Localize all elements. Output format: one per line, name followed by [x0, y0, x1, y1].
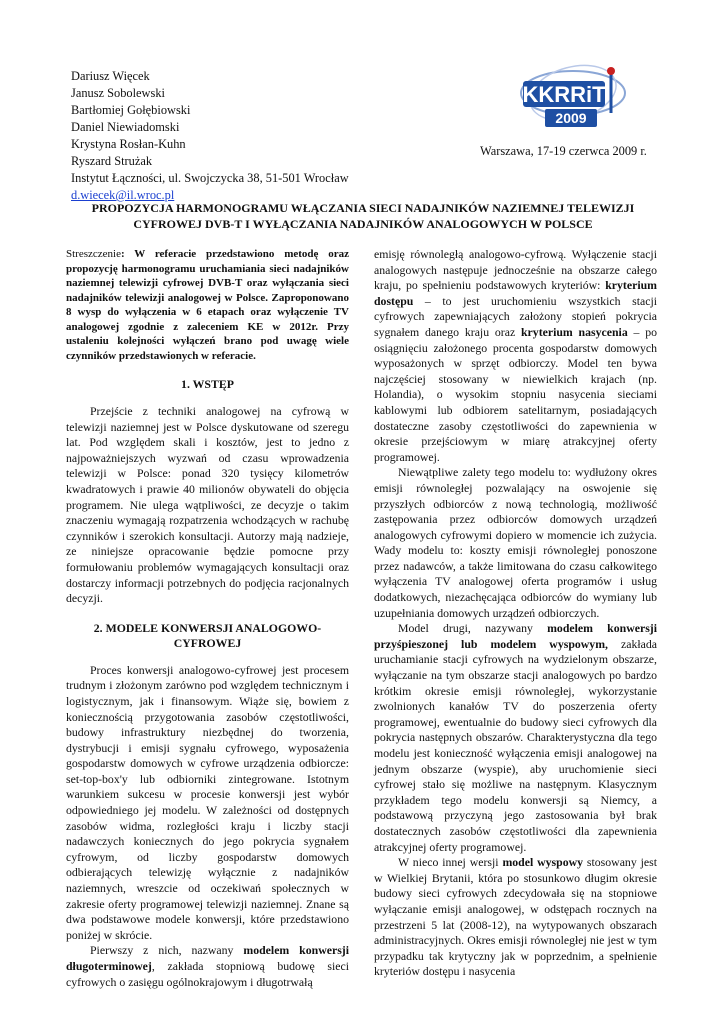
- author-name: Janusz Sobolewski: [71, 86, 165, 100]
- author-name: Ryszard Strużak: [71, 154, 153, 168]
- svg-text:KKRRiT: KKRRiT: [522, 82, 606, 107]
- left-column: [66, 247, 349, 990]
- conversion-paragraph: Proces konwersji analogowo-cyfrowej jest procesem trudnym i złożonym zarówno pod względem technicznym i logistycznym, jak i finansowym. Wiąże się, bowiem z koniecznością przygotowania zasobów częstotliwości, budowy infrastruktury niezbędnej do tworzenia, dystrybucji i emisji sygnału cyfrowego, wyposażenia gospodarstw domowych w cyfrowe urządzenia odbiorcze: set-top-box'y lub odbiorniki zintegrowane. Istotnym warunkiem sukcesu w procesie konwersji jest wybór odpowiedniego jej modelu. W zależności od dostępnych zasobów widma, rozległości kraju i liczby stacji nadawczych koniecznych do jego pokrycia sygnałem cyfrowym, od liczby gospodarstw domowych odbierających telewizję wyłącznie z nadajników naziemnych, wreszcie od oczekiwań społecznych w zakresie oferty programowej telewizji naziemnej. Znane są dwa podstawowe modele konwersji, które przedstawiono poniżej w skrócie.: [66, 662, 349, 942]
- first-model-paragraph: Pierwszy z nich, nazwany modelem konwersji długoterminowej, zakłada stopniową budowę sieci cyfrowych o zasięgu ogólnokrajowym i długotrwałą: [66, 943, 349, 989]
- first-model-continued: emisję równoległą analogowo-cyfrową. Wyłączenie stacji analogowych następuje jednocześnie na obszarze całego kraju, po spełnieniu podstawowych kryteriów: kryterium dostępu – to jest uruchomieniu wszystkich stacji cyfrowych zapewniających założony stopień pokrycia sygnałem danego kraju oraz kryterium nasycenia – po osiągnięciu założonego procenta gospodarstw domowych wyposażonych w sprzęt odbiorczy. Model ten bywa najczęściej stosowany w niewielkich krajach (np. Holandia), o wysokim stopniu nasycenia sieciami kablowymi lub odbiorem satelitarnym, posiadających dostateczne zasoby częstotliwości do zapewnienia w okresie przejściowym w miarę atrakcyjnej oferty programowej.: [374, 247, 657, 464]
- abstract-text: W referacie przedstawiono metodę oraz propozycję harmonogramu uruchamiania sieci nadajników naziemnej telewizji cyfrowej DVB-T oraz wyłączania sieci nadajników telewizji analogowej w Polsce. Zaproponowano 8 wysp do wyłączenia w 6 etapach oraz wyłączenie TV analogowej zgodnie z zaleceniem KE w 2012r. Przy ustaleniu kolejności wyłączeń brano pod uwagę wiele czynników przedstawionych w referacie.: [66, 248, 349, 362]
- svg-text:2009: 2009: [555, 110, 587, 126]
- abstract: Streszczenie: W referacie przedstawiono metodę oraz propozycję harmonogramu uruchamiania sieci nadajników naziemnej telewizji cyfrowej DVB-T oraz wyłączania sieci nadajników telewizji analogowej w Polsce. Zaproponowano 8 wysp do wyłączenia w 6 etapach oraz wyłączenie TV analogowej zgodnie z zaleceniem KE w 2012r. Przy ustaleniu kolejności wyłączeń brano pod uwagę wiele czynników przedstawionych w referacie.: [66, 248, 349, 362]
- second-model-paragraph: Model drugi, nazywany modelem konwersji przyśpieszonej lub modelem wyspowym, zakłada uruchamianie stacji cyfrowych na wydzielonym obszarze, wyłączanie na tym obszarze stacji analogowych po bardzo krótkim okresie emisji równoległej, wykorzystanie zwolnionych kanałów TV do poszerzenia oferty programowej, ewentualnie do budowy sieci cyfrowych dla pokrycia następnych obszarów. Charakterystyczna dla tego modelu jest konieczność wyłączenia emisji analogowej na jednym obszarze (wyspie), aby uruchomienie sieci cyfrowej stało się możliwe na następnym. Klasycznym przykładem tego modelu konwersji są Niemcy, a podstawową przyczyną jego zastosowania był brak dostatecznych zasobów częstotliwości dla zapewnienia atrakcyjnej oferty programowej.: [374, 621, 658, 854]
- conference-place-date: Warszawa, 17-19 czerwca 2009 r.: [480, 144, 647, 158]
- island-model-paragraph: W nieco innej wersji model wyspowy stosowany jest w Wielkiej Brytanii, która po stosunkowo długim okresie budowy sieci cyfrowych zdecydowała się na stopniowe wyłączanie emisji analogowej, w odstępach rocznych na przestrzeni 5 lat (2008-12), na wytypowanych obszarach administracyjnych. Okres emisji równoległej nie jest w tym przypadku tak krytyczny jak w poprzednim, a spełnienie kryteriów dostępu i nasycenia: [374, 855, 657, 979]
- author-block: [71, 68, 349, 204]
- kkrrit-logo-icon: [515, 63, 627, 133]
- author-name: Daniel Niewiadomski: [71, 120, 180, 134]
- section-heading-1: 1. WSTĘP: [181, 377, 234, 391]
- section-heading-2: 2. MODELE KONWERSJI ANALOGOWO-CYFROWEJ: [93, 620, 322, 650]
- abstract-label: Streszczenie: [66, 248, 121, 260]
- affiliation: Instytut Łączności, ul. Swojczycka 38, 51-501 Wrocław: [71, 171, 349, 185]
- intro-paragraph: Przejście z techniki analogowej na cyfrową w telewizji naziemnej jest w Polsce dyskutowane od szeregu lat. Pod względem skali i kosztów, jest to jedno z najpoważniejszych wyzwań od czasu wprowadzenia telewizji w Polsce: ponad 320 tysięcy kilometrów kwadratowych i prawie 40 milionów obywateli do objęcia programem. Nie ulega wątpliwości, ze decyzje o takim znaczeniu wymagają rozpatrzenia wchodzących w rachubę czynników i szerokich konsultacji. Autorzy mają nadzieje, ze niniejsze opracowanie będzie pomocne przy formułowaniu problemów wymagających konsultacji oraz dostarczy informacji potrzebnych do podjęcia racjonalnych decyzji.: [66, 404, 349, 606]
- author-email-link[interactable]: d.wiecek@il.wroc.pl: [71, 188, 175, 202]
- author-name: Dariusz Więcek: [71, 69, 150, 83]
- author-name: Bartłomiej Gołębiowski: [71, 103, 191, 117]
- right-column: [374, 247, 657, 980]
- author-name: Krystyna Rosłan-Kuhn: [71, 137, 186, 151]
- advantages-paragraph: Niewątpliwe zalety tego modelu to: wydłużony okres emisji równoległej pozwalający na oswojenie się przyszłych odbiorców z nową technologią, możliwość zastępowania przez odbiorców domowych urządzeń analogowych cyfrowymi dopiero w momencie ich zużycia. Wady modelu to: koszty emisji równoległej ponoszone przez nadawców, a także limitowana do czasu całkowitego wyłączenia TV analogowej oferta programów i usług dodatkowych, niezachęcająca odbiorców do wymiany lub uzupełniania domowych urządzeń odbiorczych.: [374, 465, 657, 620]
- paper-title: PROPOZYCJA HARMONOGRAMU WŁĄCZANIA SIECI NADAJNIKÓW NAZIEMNEJ TELEWIZJI CYFROWEJ DVB-T I WYŁĄCZANIA NADAJNIKÓW ANALOGOWYCH W POLSCE: [91, 201, 635, 231]
